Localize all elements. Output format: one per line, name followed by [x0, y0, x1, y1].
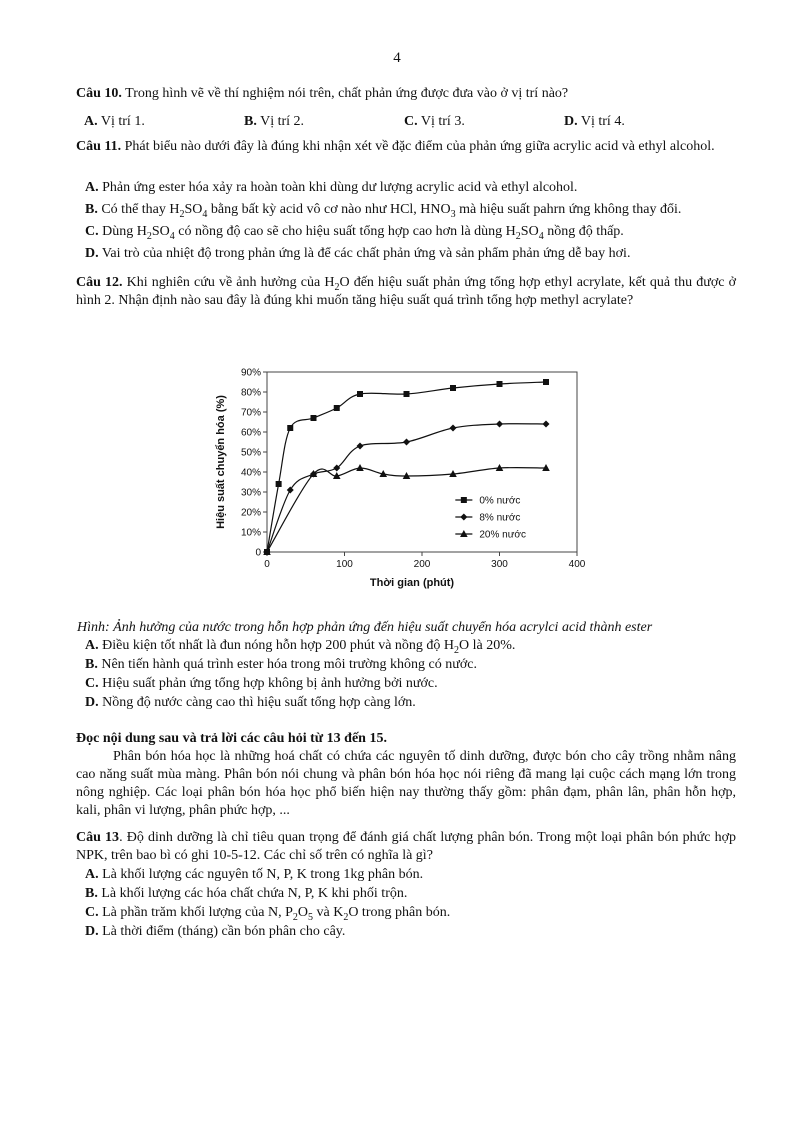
subscript: 2 [292, 911, 298, 923]
subscript: 2 [146, 230, 152, 242]
question-label: Câu 11. [76, 139, 122, 154]
plot-area [215, 368, 586, 590]
y-tick-label: 10% [240, 527, 261, 539]
subscript: 2 [179, 208, 185, 220]
option-text: SO [151, 224, 170, 239]
option-text: SO [184, 202, 203, 217]
option-c[interactable] [85, 223, 736, 241]
x-tick-label: 400 [568, 559, 586, 570]
question-11 [76, 138, 736, 156]
y-tick-label: 90% [240, 367, 261, 379]
data-point-diamond [543, 421, 550, 428]
data-point-diamond [496, 421, 503, 428]
subscript: 4 [169, 230, 175, 242]
data-point-square [311, 415, 317, 421]
data-point-diamond [357, 443, 364, 450]
option-key: C. [85, 905, 99, 920]
option-text: Là thời điểm (tháng) cần bón phân cho cây. [98, 924, 346, 939]
data-point-triangle [356, 464, 364, 471]
option-text: nồng độ thấp. [543, 224, 624, 239]
option-text: Có thể thay H [97, 202, 180, 217]
option-text: và K [312, 905, 344, 920]
option-text: có nồng độ cao sẽ cho hiệu suất tổng hợp cao hơn là dùng H [174, 224, 516, 239]
option-text: Dùng H [98, 224, 147, 239]
option-key: A. [84, 114, 98, 129]
question-10 [76, 85, 736, 103]
series-line [267, 382, 546, 552]
question-label: Câu 13 [76, 830, 120, 845]
series-2 [263, 464, 550, 555]
option-b[interactable] [85, 885, 736, 903]
option-c[interactable] [85, 904, 736, 922]
option-text: Hiệu suất phản ứng tổng hợp không bị ảnh hưởng bởi nước. [98, 676, 438, 691]
option-c[interactable] [404, 113, 564, 131]
x-tick-label: 0 [264, 559, 270, 570]
option-text: Vị trí 1. [97, 114, 145, 129]
subscript: 4 [202, 208, 208, 220]
option-a[interactable] [85, 637, 736, 655]
option-text: Vị trí 3. [417, 114, 465, 129]
y-tick-label: 30% [240, 487, 261, 499]
y-tick-label: 0 [255, 547, 261, 559]
subscript: 2 [515, 230, 521, 242]
data-point-square [357, 391, 363, 397]
option-a[interactable] [85, 179, 736, 197]
option-text: O [297, 905, 308, 920]
option-d[interactable] [85, 923, 736, 941]
x-axis-title: Thời gian (phút) [369, 577, 455, 589]
option-text: SO [520, 224, 539, 239]
option-d[interactable] [564, 113, 724, 131]
option-key: C. [404, 114, 418, 129]
data-point-square [276, 481, 282, 487]
option-key: C. [85, 224, 99, 239]
subscript: 2 [334, 281, 340, 293]
option-key: D. [85, 924, 99, 939]
question-10-options [84, 113, 724, 131]
option-text: O trong phân bón. [348, 905, 451, 920]
x-tick-label: 200 [413, 559, 431, 570]
option-a[interactable] [84, 113, 244, 131]
question-text: . Độ dinh dưỡng là chỉ tiêu quan trọng để đánh giá chất lượng phân bón. Trong một loại phân bón phức hợp NPK, trên bao bì có ghi 10-5-12. Các chỉ số trên có nghĩa là gì? [76, 830, 737, 863]
option-text: Phản ứng ester hóa xảy ra hoàn toàn khi dùng dư lượng acrylic acid và ethyl alcohol. [98, 180, 578, 195]
conversion-chart [205, 360, 605, 590]
option-key: B. [85, 886, 98, 901]
y-tick-label: 20% [240, 507, 261, 519]
y-tick-label: 80% [240, 387, 261, 399]
question-12 [76, 274, 736, 310]
data-point-square [461, 497, 467, 503]
option-b[interactable] [85, 656, 736, 674]
question-text: O đến hiệu suất phản ứng tổng hợp ethyl acrylate, kết quả thu được ở hình 2. Nhận định nào sau đây là đúng khi muốn tăng hiệu suất quá trình tổng hợp methyl acrylate? [76, 275, 736, 308]
data-point-square [287, 425, 293, 431]
question-label: Câu 12. [76, 275, 123, 290]
option-key: A. [85, 638, 99, 653]
section-heading: Đọc nội dung sau và trả lời các câu hỏi từ 13 đến 15. [76, 731, 387, 746]
option-b[interactable] [85, 201, 736, 219]
question-11-options [76, 179, 736, 263]
data-point-square [334, 405, 340, 411]
legend-label: 20% nước [479, 529, 526, 541]
option-text: Vai trò của nhiệt độ trong phản ứng là để các chất phản ứng và sản phẩm phản ứng dễ bay hơi. [98, 246, 631, 261]
option-key: B. [85, 657, 98, 672]
question-13-options [76, 866, 736, 941]
question-label: Câu 10. [76, 86, 122, 101]
option-d[interactable] [85, 245, 736, 263]
figure-caption: Hình: Ảnh hưởng của nước trong hỗn hợp phản ứng đến hiệu suất chuyển hóa acrylci acid thành ester [77, 620, 653, 635]
data-point-square [543, 379, 549, 385]
option-text: O là 20%. [459, 638, 516, 653]
option-text: mà hiệu suất pahrn ứng không thay đổi. [455, 202, 682, 217]
option-key: D. [85, 695, 99, 710]
option-key: A. [85, 867, 99, 882]
question-text: Trong hình vẽ về thí nghiệm nói trên, chất phản ứng được đưa vào ở vị trí nào? [121, 86, 569, 101]
question-12-options [76, 637, 736, 712]
option-text: Là phần trăm khối lượng của N, P [98, 905, 293, 920]
option-c[interactable] [85, 675, 736, 693]
legend-label: 0% nước [479, 495, 521, 507]
subscript: 3 [450, 208, 456, 220]
option-key: B. [244, 114, 257, 129]
option-key: D. [85, 246, 99, 261]
option-text: Là khối lượng các hóa chất chứa N, P, K khi phối trộn. [97, 886, 408, 901]
y-tick-label: 70% [240, 407, 261, 419]
option-text: Nồng độ nước càng cao thì hiệu suất tổng hợp càng lớn. [98, 695, 416, 710]
option-a[interactable] [85, 866, 736, 884]
section-paragraph: Phân bón hóa học là những hoá chất có chứa các nguyên tố dinh dưỡng, được bón cho cây trồng nhằm nâng cao năng suất mùa màng. Phân bón nói chung và phân bón hóa học nói riêng đã mang lại cuộc cách mạng lớn trong nông nghiệp. Các loại phân bón hóa học phổ biến hiện nay thường thấy gồm: phân đạm, phân lân, phân hỗn hợp, kali, phân vi lượng, phân phức hợp, ... [76, 749, 736, 818]
x-tick-label: 300 [491, 559, 508, 570]
data-point-diamond [403, 439, 410, 446]
y-tick-label: 50% [240, 447, 261, 459]
plot-frame [267, 372, 577, 552]
legend-label: 8% nước [479, 512, 521, 524]
option-text: Vị trí 2. [256, 114, 305, 129]
option-d[interactable] [85, 694, 736, 712]
option-b[interactable] [244, 113, 404, 131]
data-point-diamond [450, 425, 457, 432]
option-key: C. [85, 676, 99, 691]
question-text: Phát biểu nào dưới đây là đúng khi nhận xét về đặc điểm của phản ứng giữa acrylic acid và ethyl alcohol. [121, 139, 715, 154]
data-point-square [404, 391, 410, 397]
y-tick-label: 40% [240, 467, 261, 479]
option-text: Vị trí 4. [577, 114, 625, 129]
subscript: 4 [538, 230, 544, 242]
subscript: 2 [454, 644, 460, 656]
question-13 [76, 829, 736, 865]
option-text: Điều kiện tốt nhất là đun nóng hỗn hợp 200 phút và nồng độ H [98, 638, 455, 653]
data-point-square [450, 385, 456, 391]
option-key: D. [564, 114, 578, 129]
subscript: 5 [307, 911, 313, 923]
page-number: 4 [393, 50, 401, 66]
option-text: bằng bất kỳ acid vô cơ nào như HCl, HNO [207, 202, 451, 217]
question-text: Khi nghiên cứu về ảnh hưởng của H [122, 275, 335, 290]
option-key: A. [85, 180, 99, 195]
y-tick-label: 60% [240, 427, 261, 439]
option-text: Là khối lượng các nguyên tố N, P, K trong 1kg phân bón. [98, 867, 424, 882]
y-axis-title: Hiệu suất chuyển hóa (%) [215, 395, 227, 529]
data-point-diamond [460, 514, 467, 521]
option-key: B. [85, 202, 98, 217]
x-tick-label: 100 [336, 559, 353, 570]
data-point-diamond [287, 487, 294, 494]
data-point-square [497, 381, 503, 387]
subscript: 2 [343, 911, 349, 923]
option-text: Nên tiến hành quá trình ester hóa trong môi trường không có nước. [97, 657, 477, 672]
